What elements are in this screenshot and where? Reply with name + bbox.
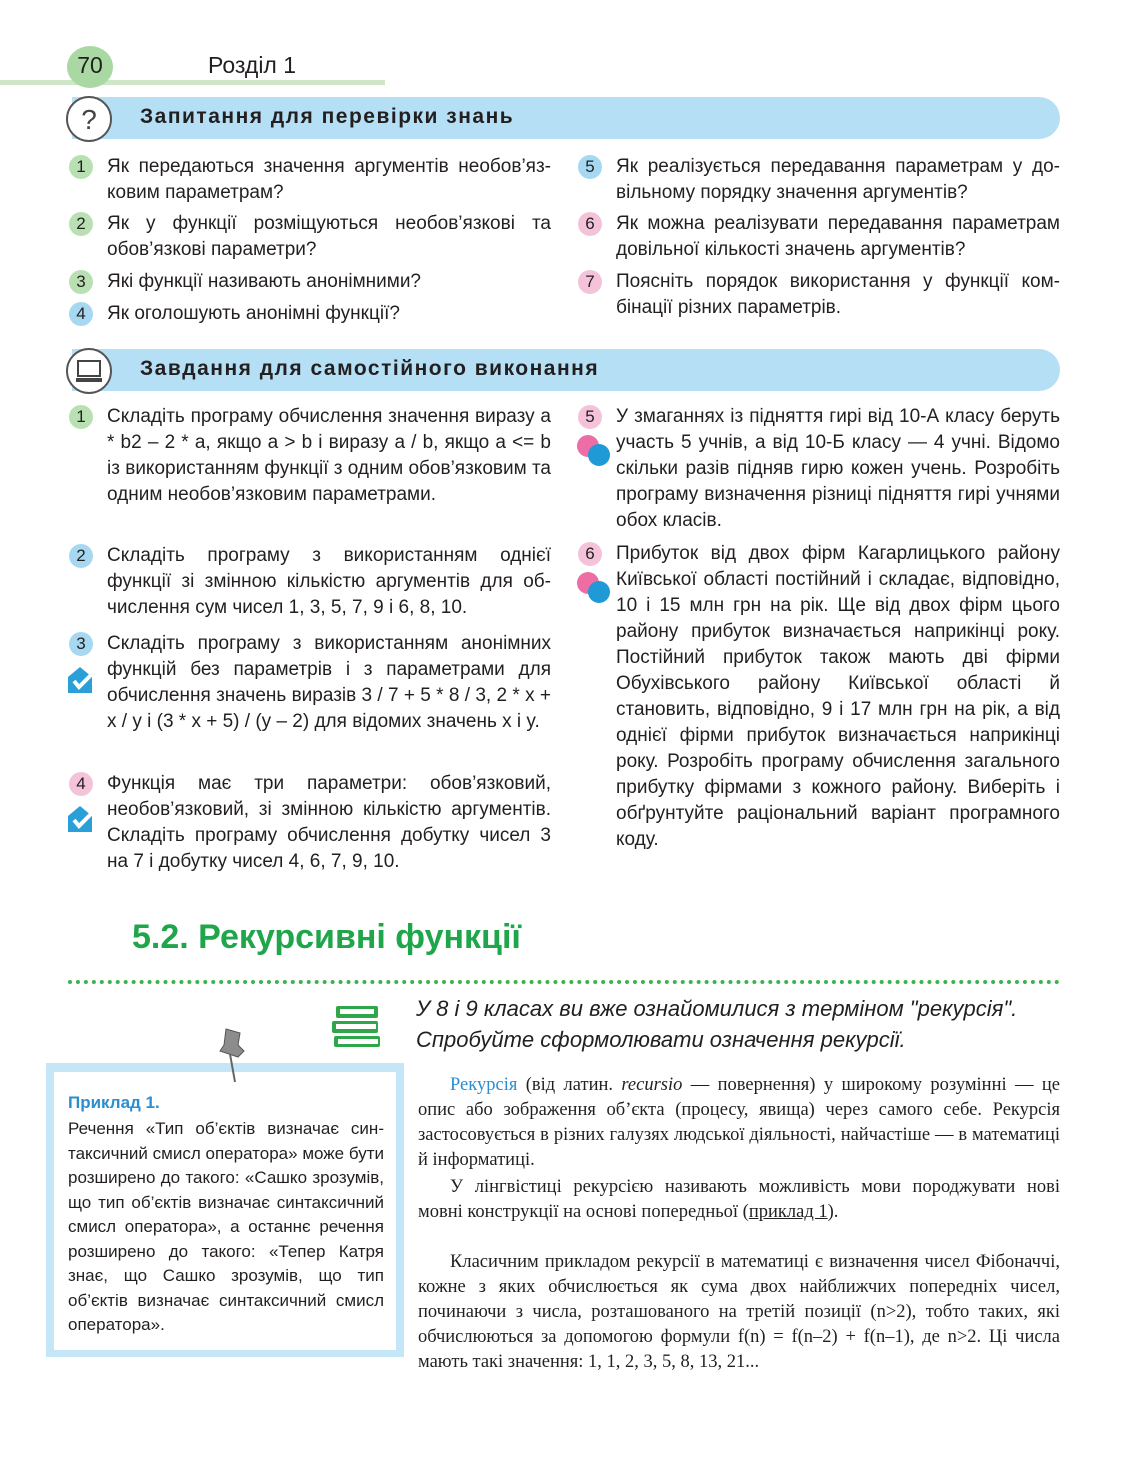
question-item [69, 211, 551, 263]
header-rule [0, 80, 385, 85]
task-item [69, 631, 551, 761]
question-text: Як реалізується передавання параметрам у довільному порядку значення аргументів? [616, 156, 1060, 203]
item-number: 2 [69, 544, 93, 568]
checkmark-badge-icon [66, 804, 104, 834]
question-text: Які функції називають анонімними? [107, 271, 422, 292]
questions-title: Запитання для перевірки знань [140, 105, 515, 128]
item-number: 2 [69, 212, 93, 236]
item-number: 1 [69, 155, 93, 179]
task-text: Прибуток від двох фірм Кагарлицького району Київської області постійний і складає, відповідно, 10 і 15 млн грн на рік. Ще від двох фірм цього району прибуток визначається наприкінці року. Постійний прибуток також мають дві фірми Обухівського району Київської області й становить, відповідно, 9 і 17 млн грн на рік, а від однієї фірми прибуток визначається наприкінці року. Розробіть програму обчислення загального прибутку фірмами з кожного району. Виберіть і обґрунтуйте раціональний варіант програмного коду. [616, 543, 1060, 850]
body-paragraph: Класичним прикладом рекурсії в математиці є визначення чисел Фібоначчі, кожне з яких обчислюється як сума двох найближчих попередніх чисел, починаючи з числа, розташованого на третій позиції (n>2), тобто таких, які обчислюються за допомогою формули f(n) = f(n–2) + f(n–1), де n>2. Ці числа мають такі значення: 1, 1, 2, 3, 5, 8, 13, 21... [418, 1252, 1060, 1372]
example-text: Речення «Тип об’єктів визначає синтаксичний смисл оператора» може бути розширено до такого: «Сашко зрозумів, що тип об’єктів визначає синтаксичний смисл оператора», а останнє речення розширено до такого: «Тепер Катря знає, що Сашко зрозумів, що тип об’єктів визначає синтаксичний смисл оператора». [68, 1119, 384, 1334]
item-number: 5 [578, 155, 602, 179]
computer-icon [66, 348, 112, 394]
item-number: 4 [69, 772, 93, 796]
group-work-icon [576, 434, 612, 468]
body-paragraph: Рекурсія (від латин. recursio — повернення) у широкому розумінні — це опис або зображення об’єкта (процесу, явища) через самого себе. Рекурсія застосовується в різних галузях людської діяльності, найчастіше — в математиці й інформатиці. [418, 1075, 1060, 1170]
task-item [69, 543, 551, 621]
term-recursion: Рекурсія [450, 1075, 518, 1095]
chapter-title: Розділ 1 [208, 52, 297, 78]
task-text: Складіть програму обчислення значення виразу a * b2 – 2 * a, якщо a > b і виразу a / b, якщо a <= b із використанням функції з одним обов’язковим та одним необов’язковим параметрами. [107, 406, 551, 505]
question-text: Як у функції розміщуються необов’язкові та обов’язкові параметри? [107, 213, 551, 260]
group-work-icon [576, 571, 612, 605]
item-number: 4 [69, 302, 93, 326]
question-item [69, 154, 551, 206]
question-item [578, 211, 1060, 263]
example-link[interactable]: приклад 1 [748, 1202, 828, 1222]
item-number: 3 [69, 270, 93, 294]
pushpin-icon [210, 1027, 254, 1085]
item-number: 6 [578, 542, 602, 566]
example-title: Приклад 1. [68, 1093, 160, 1112]
item-number: 7 [578, 270, 602, 294]
section-heading: 5.2. Рекурсивні функції [132, 918, 521, 956]
dotted-divider [68, 980, 1060, 984]
svg-text:?: ? [81, 104, 97, 135]
page-number: 70 [77, 52, 103, 78]
section-intro: У 8 і 9 класах ви вже ознайомилися з терміном "рекурсія". Спробуйте сформолювати означення рекурсії. [416, 996, 1018, 1052]
question-item [69, 301, 551, 327]
question-mark-icon [66, 96, 112, 142]
books-icon [330, 1000, 384, 1050]
body-paragraph: У лінгвістиці рекурсією називають можливість мови породжувати нові мовні конструкції на основі попередньої (приклад 1). [418, 1177, 1060, 1222]
question-text: Як можна реалізувати передавання параметрам довільної кількості значень аргументів? [616, 213, 1060, 260]
task-item [578, 404, 1060, 534]
question-text: Як оголошують анонімні функції? [107, 303, 400, 324]
task-text: Складіть програму з використанням однієї функції зі змінною кількістю аргументів для обчислення сум чисел 1, 3, 5, 7, 9 і 6, 8, 10. [107, 545, 551, 618]
task-item [578, 541, 1060, 879]
question-text: Поясніть порядок використання у функції комбінації різних параметрів. [616, 271, 1060, 318]
task-text: У змаганнях із підняття гирі від 10-А класу беруть участь 5 учнів, а від 10-Б класу — 4 учні. Відомо скільки разів підняв гирю кожен учень. Розробіть програму визначення різниці підняття гирі учнями обох класів. [616, 406, 1060, 531]
question-item [578, 269, 1060, 321]
item-number: 1 [69, 405, 93, 429]
checkmark-badge-icon [66, 665, 104, 695]
task-item [69, 404, 551, 534]
task-text: Складіть програму з використанням анонімних функцій без параметрів і з параметрами для обчислення значень виразів 3 / 7 + 5 * 8 / 3, 2 * x + x / y і (3 * x + 5) / (y – 2) для відомих значень x і y. [107, 633, 551, 732]
question-text: Як передаються значення аргументів необов’язковим параметрам? [107, 156, 551, 203]
question-item [578, 154, 1060, 206]
item-number: 6 [578, 212, 602, 236]
task-item [69, 771, 551, 875]
item-number: 5 [578, 405, 602, 429]
item-number: 3 [69, 632, 93, 656]
question-item [69, 269, 551, 295]
tasks-title: Завдання для самостійного виконання [140, 357, 600, 380]
task-text: Функція має три параметри: обов’язковий, необов’язковий, зі змінною кількістю аргументів. Складіть програму обчислення добутку чисел 3 на 7 і добутку чисел 4, 6, 7, 9, 10. [107, 773, 551, 872]
